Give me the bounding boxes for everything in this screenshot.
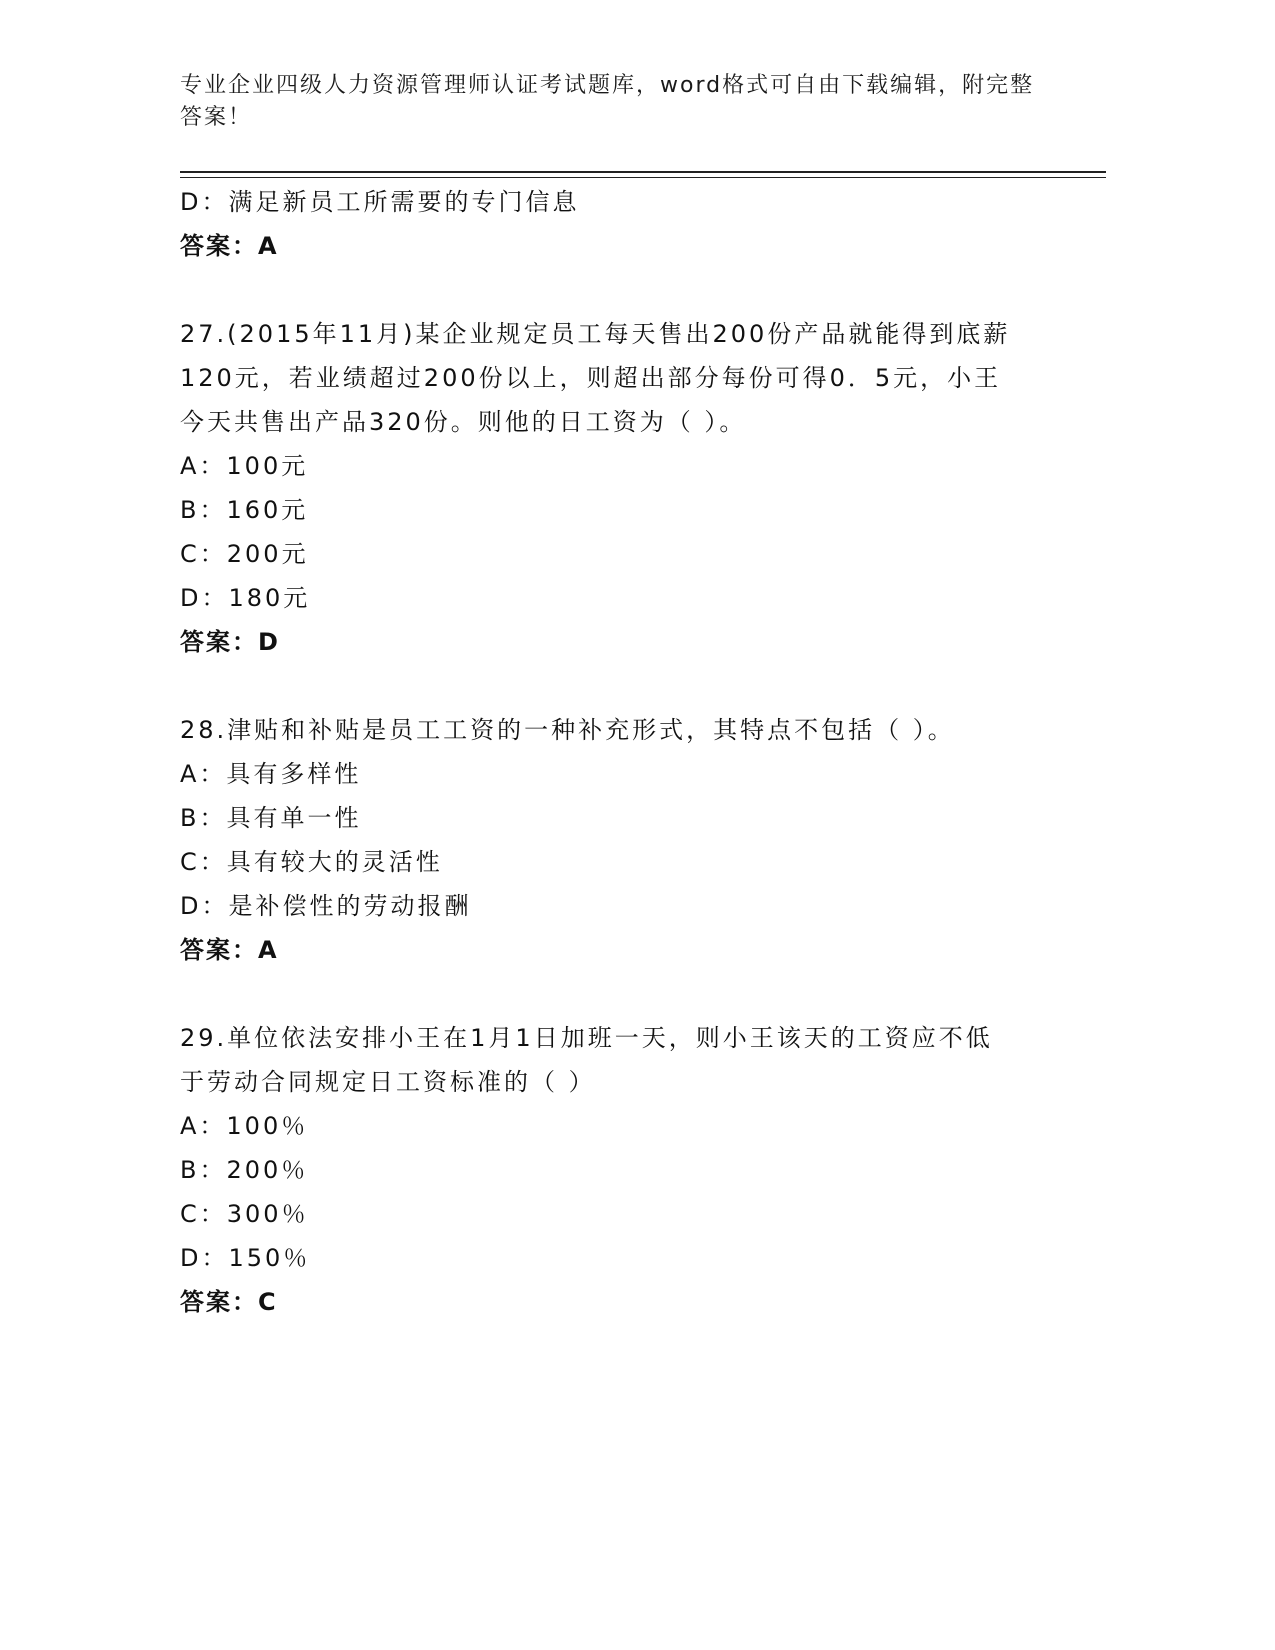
- option-d: D：180元: [180, 584, 311, 612]
- spacer: [180, 664, 1040, 708]
- question-29: [180, 1016, 1040, 1324]
- question-stem-line: 今天共售出产品320份。则他的日工资为（ ）。: [180, 408, 747, 436]
- header-line-2: 答案！: [180, 105, 253, 130]
- spacer: [180, 268, 1040, 312]
- question-stem-line: 28.津贴和补贴是员工工资的一种补充形式，其特点不包括（ ）。: [180, 716, 955, 744]
- header-rule-thin: [180, 177, 1106, 178]
- option-c: C：300％: [180, 1200, 309, 1228]
- page-header: [180, 70, 1040, 134]
- option-b: B：160元: [180, 496, 309, 524]
- option-c: C：200元: [180, 540, 309, 568]
- option-b: B：200％: [180, 1156, 309, 1184]
- header-rule-thick: [180, 171, 1106, 173]
- question-28: [180, 708, 1040, 972]
- question-stem-line: 27.(2015年11月)某企业规定员工每天售出200份产品就能得到底薪: [180, 320, 1011, 348]
- option-d: D：满足新员工所需要的专门信息: [180, 188, 580, 216]
- document-body: [180, 180, 1040, 1324]
- option-d: D：是补偿性的劳动报酬: [180, 892, 472, 920]
- option-a: A：100％: [180, 1112, 309, 1140]
- question-27: [180, 312, 1040, 664]
- option-a: A：100元: [180, 452, 309, 480]
- answer: 答案：C: [180, 1288, 278, 1316]
- option-a: A：具有多样性: [180, 760, 362, 788]
- question-stem-line: 29.单位依法安排小王在1月1日加班一天，则小王该天的工资应不低: [180, 1024, 993, 1052]
- option-d: D：150％: [180, 1244, 311, 1272]
- spacer: [180, 972, 1040, 1016]
- option-b: B：具有单一性: [180, 804, 362, 832]
- option-c: C：具有较大的灵活性: [180, 848, 443, 876]
- header-line-1: 专业企业四级人力资源管理师认证考试题库，word格式可自由下载编辑，附完整: [180, 73, 1035, 98]
- question-stem-line: 于劳动合同规定日工资标准的（ ）: [180, 1068, 596, 1096]
- answer: 答案：D: [180, 628, 280, 656]
- answer: 答案：A: [180, 232, 279, 260]
- question-stem-line: 120元，若业绩超过200份以上，则超出部分每份可得0．5元，小王: [180, 364, 1002, 392]
- answer: 答案：A: [180, 936, 279, 964]
